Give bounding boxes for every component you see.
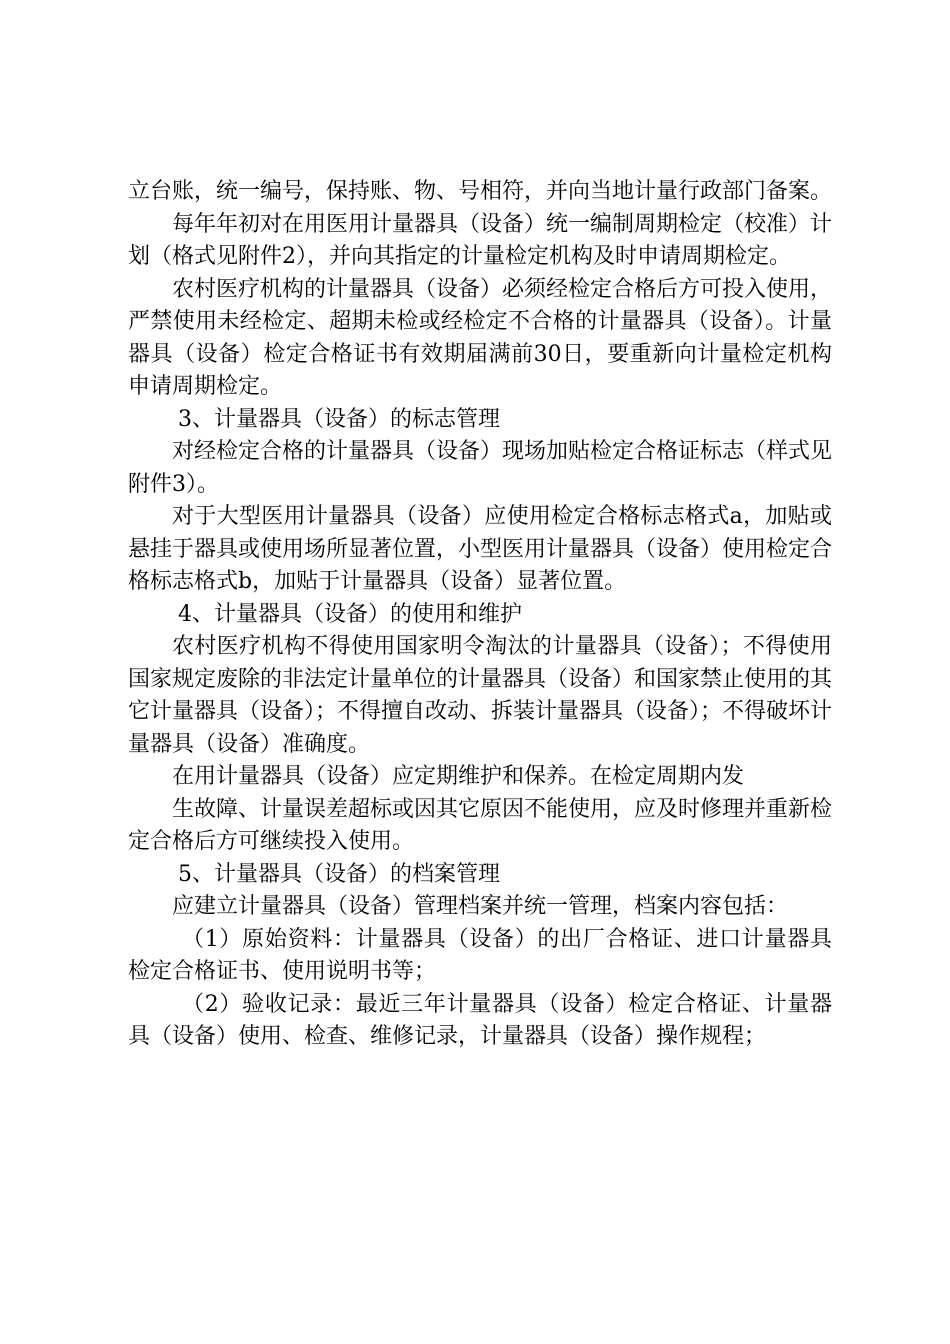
list-item-original-materials: （1）原始资料：计量器具（设备）的出厂合格证、进口计量器具检定合格证书、使用说明书等； bbox=[128, 926, 832, 984]
paragraph-repair: 生故障、计量误差超标或因其它原因不能使用，应及时修理并重新检定合格后方可继续投入使用。 bbox=[128, 796, 833, 854]
paragraph-label-attach: 对经检定合格的计量器具（设备）现场加贴检定合格证标志（样式见附件3）。 bbox=[128, 439, 833, 497]
paragraph-prohibitions: 农村医疗机构不得使用国家明令淘汰的计量器具（设备）；不得使用国家规定废除的非法定计量单位的计量器具（设备）和国家禁止使用的其它计量器具（设备）；不得擅自改动、拆装计量器具（设备）；不得破坏计量器具（设备）准确度。 bbox=[128, 634, 833, 757]
paragraph-archive-contents: 应建立计量器具（设备）管理档案并统一管理，档案内容包括： bbox=[172, 894, 789, 919]
paragraph-must-verify: 农村医疗机构的计量器具（设备）必须经检定合格后方可投入使用，严禁使用未经检定、超期未检或经检定不合格的计量器具（设备）。计量器具（设备）检定合格证书有效期届满前30日，要重新向计量检定机构申请周期检定。 bbox=[128, 276, 833, 399]
section-heading-use-maintenance: 4、计量器具（设备）的使用和维护 bbox=[178, 601, 522, 627]
paragraph-maintenance: 在用计量器具（设备）应定期维护和保养。在检定周期内发 bbox=[172, 764, 745, 789]
paragraph-label-format: 对于大型医用计量器具（设备）应使用检定合格标志格式a，加贴或悬挂于器具或使用场所显著位置，小型医用计量器具（设备）使用检定合格标志格式b，加贴于计量器具（设备）显著位置。 bbox=[128, 504, 833, 594]
list-item-acceptance-records: （2）验收记录：最近三年计量器具（设备）检定合格证、计量器具（设备）使用、检查、维修记录，计量器具（设备）操作规程； bbox=[128, 991, 832, 1049]
document-page bbox=[128, 176, 832, 1054]
paragraph-ledger: 立台账，统一编号，保持账、物、号相符，并向当地计量行政部门备案。 bbox=[128, 179, 833, 204]
section-heading-archives: 5、计量器具（设备）的档案管理 bbox=[178, 861, 500, 887]
section-heading-marking: 3、计量器具（设备）的标志管理 bbox=[178, 406, 500, 432]
paragraph-annual-plan: 每年年初对在用医用计量器具（设备）统一编制周期检定（校准）计划（格式见附件2），并向其指定的计量检定机构及时申请周期检定。 bbox=[128, 211, 833, 269]
